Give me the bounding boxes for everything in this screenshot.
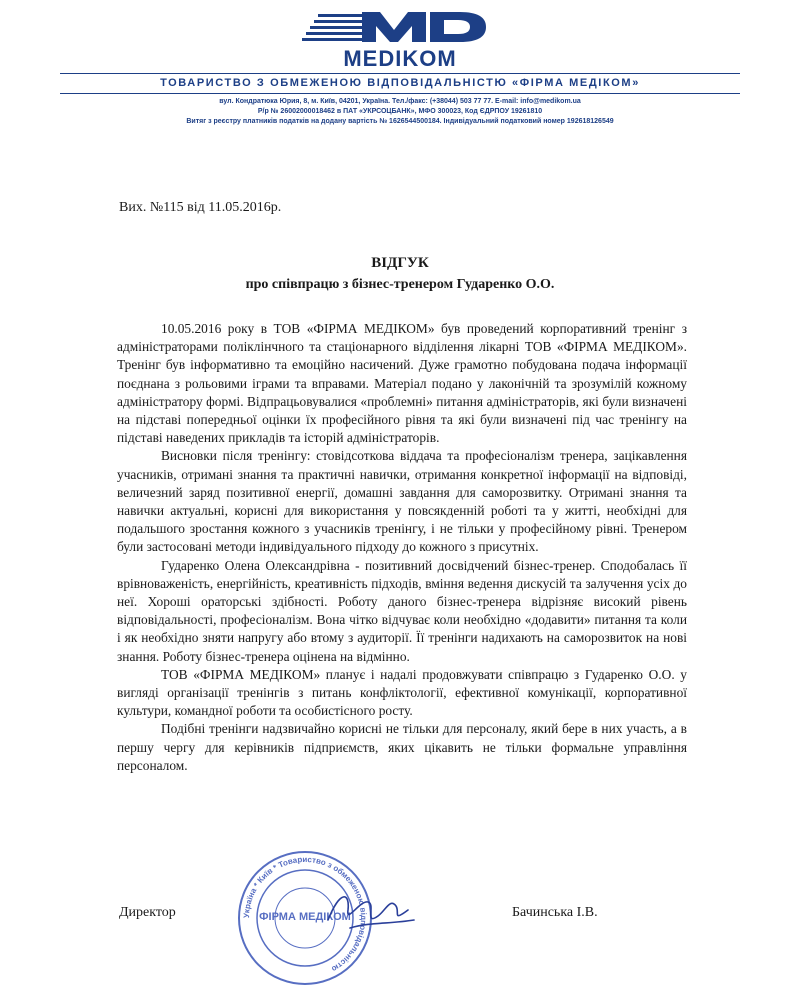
paragraph: 10.05.2016 року в ТОВ «ФІРМА МЕДІКОМ» був проведений корпоративний тренінг з адміністраторами поліклінчного та стаціонарного відділення лікарні ТОВ «ФІРМА МЕДІКОМ». Тренінг був інформативно та емоційно насичений. Дуже грамотно побудована подача інформації поєднана з рольовими іграми та вправами. Матеріал подано у лаконічній та зрозумілій кожному адміністратору формі. Відпрацьовувалися «проблемні» питання адміністраторів, які були визначені на підставі попередньої оцінки їх професійного рівня та які були визначені під час тренінгу на підставі наведених прикладів та історій адміністраторів. (117, 321, 687, 446)
logo-wordmark: MEDIKOM (343, 46, 457, 70)
bank-line: Р/р № 26002000018462 в ПАТ «УКРСОЦБАНК», МФО 300023, Код ЄДРПОУ 19261810 (257, 108, 543, 115)
register-line: Витяг з реєстру платників податків на додану вартість № 1626544500184. Індивідуальний податковий номер 192618126549 (186, 118, 614, 125)
body-text (117, 320, 687, 775)
stamp-ring-text: Україна * Київ * Товариство з обмеженою відповідальністю (241, 854, 369, 974)
company-name: ТОВАРИСТВО З ОБМЕЖЕНОЮ ВІДПОВІДАЛЬНІСТЮ «ФІРМА МЕДІКОМ» (60, 75, 740, 92)
signer-position: Директор (119, 905, 176, 920)
paragraph: Гударенко Олена Олександрівна - позитивний досвідчений бізнес-тренер. Сподобалась її врівноваженість, енергійність, креативність підходів, вміння ведення дискусій та залучення усіх до неї. Хороші ораторські здібності. Роботу даного бізнес-тренера відрізняє високий рівень відповідальності, професіоналізм. Вона чітко відчуває коли необхідно «додавити» питання та коли і як необхідно зняти напругу або втому з аудиторії. Її тренінги надихають на саморозвиток на нові знання. Роботу бізнес-тренера оцінена на відмінно. (117, 557, 687, 664)
signature-icon (320, 880, 420, 940)
document-subtitle: про співпрацю з бізнес-тренером Гударенко О.О. (245, 277, 555, 292)
paragraph: ТОВ «ФІРМА МЕДІКОМ» планує і надалі продовжувати співпрацю з Гударенко О.О. у вигляді організації тренінгів з питань конфліктології, ефективної комунікації, корпоративної культури, командної роботи та особистісного росту. (117, 666, 687, 719)
paragraph: Подібні тренінги надзвичайно корисні не тільки для персоналу, який бере в них участь, а в першу чергу для керівників підприємств, яких цікавить не тільки формальне управління персоналом. (117, 721, 687, 773)
stamp-center-text: ФІРМА МЕДІКОМ (259, 911, 351, 923)
signer-name: Бачинська І.В. (512, 905, 598, 920)
address-line: вул. Кондратюка Юрия, 8, м. Київ, 04201, Україна. Тел./факс: (+38044) 503 77 77. E-mail: info@medikom.ua (219, 98, 581, 105)
outgoing-number: Вих. №115 від 11.05.2016р. (119, 200, 282, 215)
paragraph: Висновки після тренінгу: стовідсоткова віддача та професіоналізм тренера, зацікавлення учасників, отримані знання та практичні навички, отримання конкретної інформації на відповіді, величезний заряд позитивної енергії, домашні завдання для саморозвитку. Отримані знання та навички актуальні, корисні для використання у повсякденній роботі та у житті, необхідні для подальшого зростання кожного з учасників тренінгу, і не тільки у професійному рівні. Тренером були застосовані методи індивідуального підходу до кожного з присутніх. (117, 448, 687, 555)
document-title: ВІДГУК (371, 255, 429, 271)
medikom-logo-icon (300, 8, 500, 70)
